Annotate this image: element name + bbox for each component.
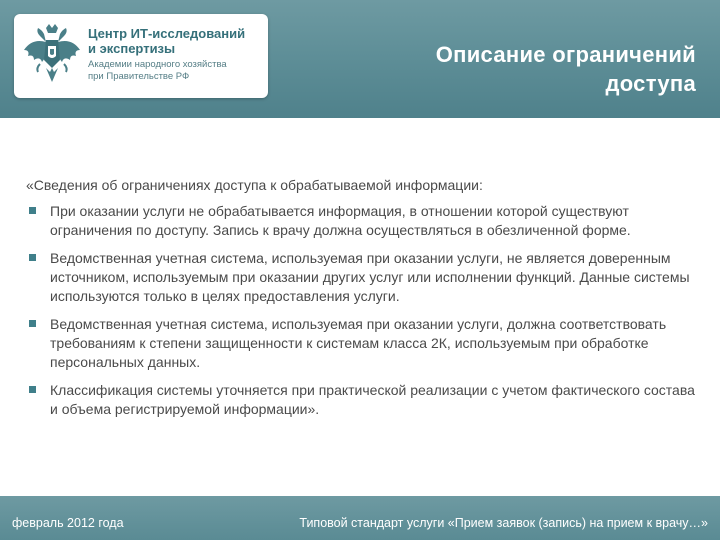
- square-bullet-icon: [29, 386, 36, 393]
- bullet-item: [26, 249, 696, 306]
- organization-logo: [14, 14, 268, 98]
- bullet-text: Ведомственная учетная система, используемая при оказании услуги, должна соответствовать требованиям к степени защищенности к системам класса 2К, используемым при обработке персональных данных.: [50, 316, 667, 370]
- header-band: [0, 0, 720, 118]
- square-bullet-icon: [29, 207, 36, 214]
- footer-date: февраль 2012 года: [12, 516, 124, 530]
- logo-title-line2: и экспертизы: [88, 41, 176, 56]
- bullet-item: [26, 202, 696, 240]
- bullet-text: Классификация системы уточняется при практической реализации с учетом фактического состава и объема регистрируемой информации».: [50, 382, 695, 417]
- footer-document-title: Типовой стандарт услуги «Прием заявок (запись) на прием к врачу…»: [299, 516, 708, 530]
- slide-body: [26, 176, 696, 428]
- slide-title-line1: Описание ограничений: [435, 42, 696, 67]
- slide-title-line2: доступа: [605, 71, 696, 96]
- logo-subtitle-line1: Академии народного хозяйства: [88, 59, 227, 70]
- intro-paragraph: «Сведения об ограничениях доступа к обрабатываемой информации:: [26, 177, 483, 193]
- square-bullet-icon: [29, 320, 36, 327]
- bullet-list: [26, 202, 696, 419]
- logo-subtitle-line2: при Правительстве РФ: [88, 71, 190, 82]
- slide-title: [276, 40, 696, 98]
- bullet-item: [26, 315, 696, 372]
- logo-text: [88, 26, 264, 83]
- square-bullet-icon: [29, 254, 36, 261]
- double-headed-eagle-emblem-icon: [22, 24, 82, 88]
- logo-title-line1: Центр ИТ-исследований: [88, 26, 246, 41]
- bullet-text: При оказании услуги не обрабатывается информация, в отношении которой существуют ограничения по доступу. Запись к врачу должна осуществляться в обезличенной форме.: [50, 203, 631, 238]
- bullet-text: Ведомственная учетная система, используемая при оказании услуги, не является доверенным источником, используемым при оказании других услуг или исполнении функций. Данные системы используются только в целях предоставления услуги.: [50, 250, 690, 304]
- footer-band: [0, 496, 720, 540]
- bullet-item: [26, 381, 696, 419]
